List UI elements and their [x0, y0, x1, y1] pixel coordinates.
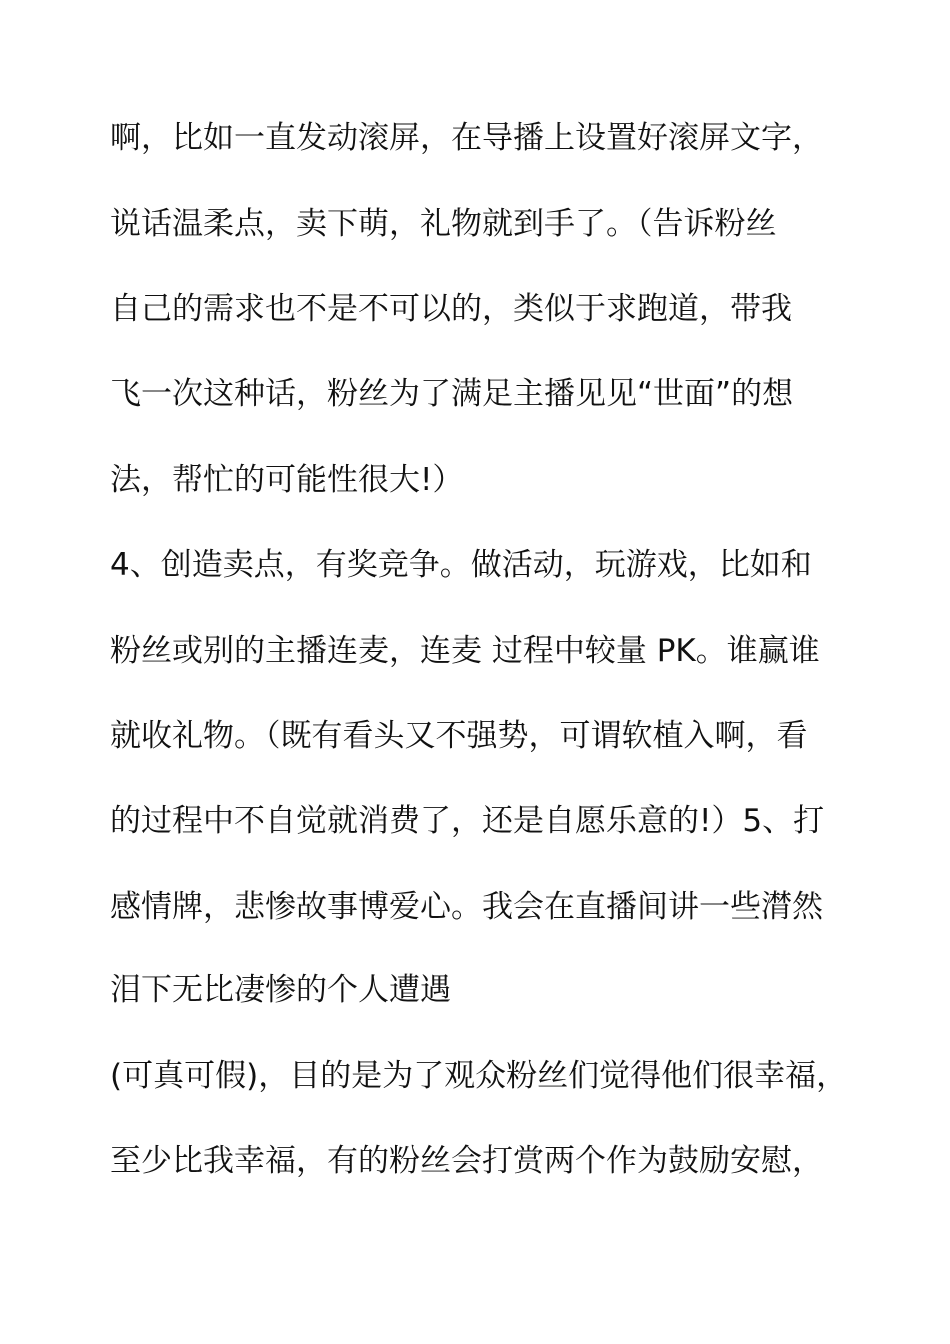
text-line: 泪下无比凄惨的个人遭遇: [110, 972, 451, 1008]
text-line: 飞一次这种话，粉丝为了满足主播见见“世面”的想: [110, 376, 794, 412]
text-line: 感情牌，悲惨故事博爱心。我会在直播间讲一些潸然: [110, 889, 823, 925]
text-line: 的过程中不自觉就消费了，还是自愿乐意的!）5、打: [110, 803, 825, 839]
text-line: 至少比我幸福，有的粉丝会打赏两个作为鼓励安慰，: [110, 1143, 823, 1179]
text-line: 法，帮忙的可能性很大!）: [110, 462, 464, 498]
text-line: 自己的需求也不是不可以的，类似于求跑道，带我: [110, 291, 792, 327]
text-line: (可真可假)，目的是为了观众粉丝们觉得他们很幸福，: [110, 1058, 848, 1094]
text-line: 4、创造卖点，有奖竞争。做活动，玩游戏，比如和: [110, 547, 812, 583]
text-line: 说话温柔点，卖下萌，礼物就到手了。（告诉粉丝: [110, 206, 777, 242]
text-line: 啊，比如一直发动滚屏，在导播上设置好滚屏文字，: [110, 120, 823, 156]
text-line: 就收礼物。（既有看头又不强势，可谓软植入啊，看: [110, 718, 808, 754]
text-line: 粉丝或别的主播连麦，连麦 过程中较量 PK。谁赢谁: [110, 633, 820, 669]
